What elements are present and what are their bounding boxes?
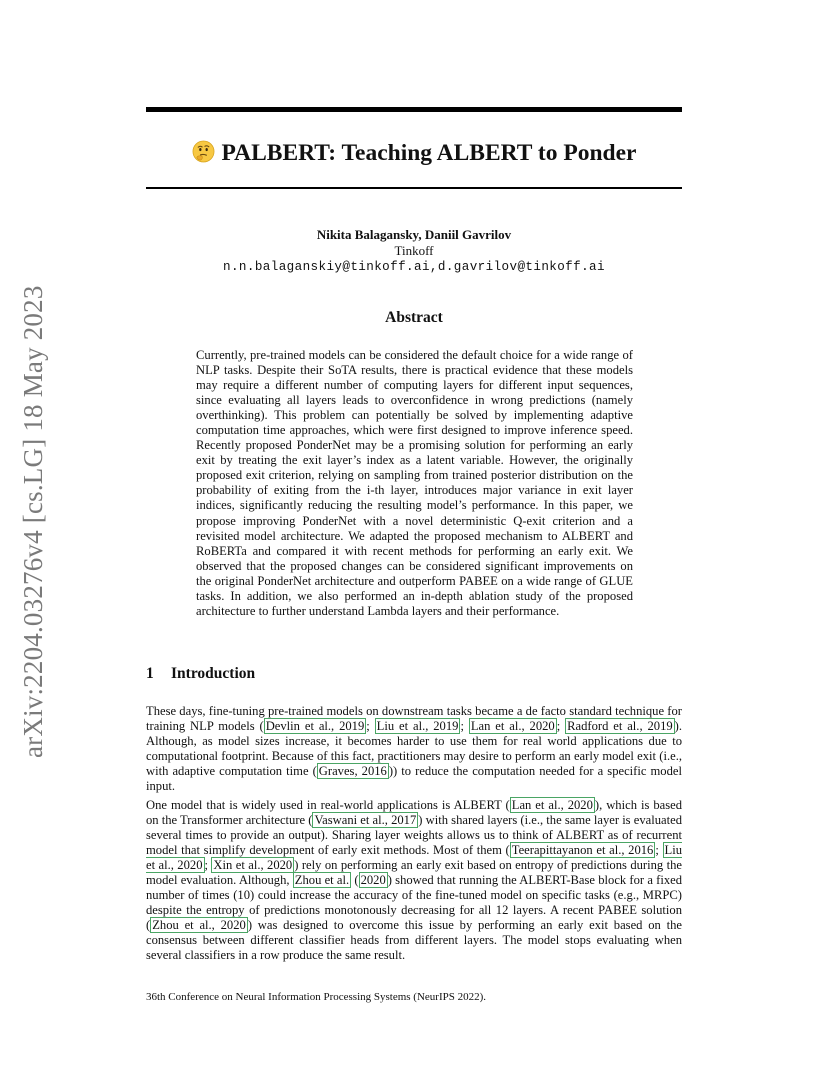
section-heading-introduction	[146, 665, 255, 683]
title-top-rule	[146, 107, 682, 112]
paragraph-text: ;	[655, 843, 663, 858]
citation-link[interactable]: Graves, 2016	[318, 764, 387, 779]
citation-link[interactable]: 2020	[360, 873, 386, 888]
paper-title: PALBERT: Teaching ALBERT to Ponder	[221, 140, 637, 166]
affiliation: Tinkoff	[394, 243, 434, 258]
author-emails: n.n.balaganskiy@tinkoff.ai,d.gavrilov@tinkoff.ai	[223, 260, 605, 274]
paragraph-text: ;	[460, 719, 469, 734]
paragraph-text: (	[351, 873, 359, 888]
paragraph-text: ) was designed to overcome this issue by performing an early exit based on the consensus between different classifier heads from different layers. The model stops evaluating when several classifiers in a row produce the same result.	[146, 918, 682, 963]
paragraph-text: ) rely on performing an early exit based on entropy of predictions during the model evaluation. Although,	[146, 858, 683, 888]
paragraph-text: One model that is widely used in real-world applications is ALBERT (	[146, 798, 510, 812]
abstract-body: Currently, pre-trained models can be considered the default choice for a wide range of NLP tasks. Despite their SoTA results, there is practical evidence that these models may require a different number of computing layers for different input sequences, since evaluating all layers leads to overconfidence in wrong predictions (namely overthinking). This problem can potentially be solved by implementing adaptive computation time approaches, which were first designed to improve inference speed. Recently proposed PonderNet may be a promising solution for performing an early exit by treating the exit layer’s index as a latent variable. However, the originally proposed exit criterion, relying on sampling from trained posterior distribution on the probability of exiting from the i-th layer, introduces major variance in exit layer indices, significantly reducing the resulting model’s performance. In this paper, we propose improving PonderNet with a novel deterministic Q-exit criterion and a revisited model architecture. We adapted the proposed mechanism to ALBERT and RoBERTa and compared it with recent methods for performing an early exit. We observed that the proposed changes can be considered significant improvements on the original PonderNet architecture and outperform PABEE on a wide range of GLUE tasks. In addition, we also performed an in-depth ablation study of the proposed architecture to further understand Lambda layers and their performance.	[196, 348, 633, 618]
section-number: 1	[146, 665, 154, 682]
paragraph-text: ) showed that running the ALBERT-Base block for a fixed number of times (10) could increase the accuracy of the fine-tuned model on specific tasks (e.g., MRPC) despite the entropy of predictions monotonously decreasing for all 12 layers. A recent PABEE solution (	[146, 873, 683, 933]
paragraph-text: ;	[366, 719, 375, 734]
citation-link[interactable]: Xin et al., 2020	[213, 858, 293, 873]
paragraph-text: ;	[204, 858, 212, 873]
citation-link[interactable]: Liu et al., 2020	[146, 843, 683, 873]
citation-link[interactable]: Teerapittayanon et al., 2016	[511, 843, 654, 858]
citation-link[interactable]: Zhou et al., 2020	[152, 918, 246, 933]
citation-link[interactable]: Radford et al., 2019	[567, 719, 673, 734]
section-title: Introduction	[171, 665, 256, 682]
paragraph-text: ). Although, as model sizes increase, it becomes harder to use them for real world applications due to computational footprint. Because of this fact, practitioners may desire to perform an early model exit (i.e., with adaptive computation time (	[146, 719, 683, 779]
paragraph-text: ) with shared layers (i.e., the same layer is evaluated several times to provide an output). Sharing layer weights allows us to think of ALBERT as of recurrent model that simplify development of early exit methods. Most of them (	[146, 813, 682, 858]
intro-paragraph-2	[146, 798, 682, 964]
citation-link[interactable]: Lan et al., 2020	[511, 798, 593, 812]
title-bottom-rule	[146, 187, 682, 189]
citation-link[interactable]: Devlin et al., 2019	[265, 719, 365, 734]
paragraph-text: These days, fine-tuning pre-trained models on downstream tasks became a de facto standard technique for training NLP models (	[146, 704, 682, 734]
author-block	[146, 227, 682, 275]
citation-link[interactable]: Zhou et al.	[294, 873, 350, 888]
intro-paragraph-1	[146, 704, 682, 794]
arxiv-identifier: arXiv:2204.03276v4 [cs.LG] 18 May 2023	[18, 285, 48, 758]
abstract-heading: Abstract	[385, 309, 443, 326]
conference-footnote: 36th Conference on Neural Information Processing Systems (NeurIPS 2022).	[146, 991, 487, 1003]
paper-title-block	[146, 140, 682, 167]
paragraph-text: )) to reduce the computation needed for a specific model input.	[146, 764, 682, 794]
citation-link[interactable]: Liu et al., 2019	[376, 719, 459, 734]
author-names: Nikita Balagansky, Daniil Gavrilov	[316, 227, 512, 242]
paragraph-text: ), which is based on the Transformer architecture (	[146, 798, 683, 828]
citation-link[interactable]: Lan et al., 2020	[470, 719, 555, 734]
citation-link[interactable]: Vaswani et al., 2017	[314, 813, 417, 828]
thinking-face-icon	[192, 140, 215, 163]
paragraph-text: ;	[556, 719, 566, 734]
